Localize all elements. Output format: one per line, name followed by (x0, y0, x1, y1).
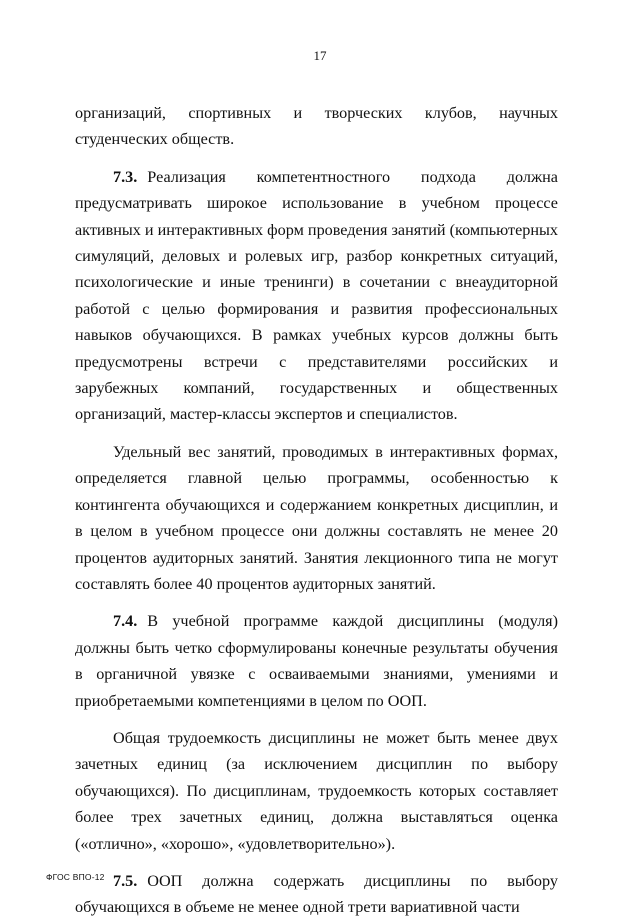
section-number: 7.4. (113, 612, 138, 631)
paragraph-continuation (75, 100, 558, 153)
section-number: 7.5. (113, 871, 138, 890)
paragraph-text: Общая трудоемкость дисциплины не может быть менее двух зачетных единиц (за исключением дисциплин по выбору обучающихся). По дисциплинам, трудоемкость которых составляет более трех зачетных единиц, должна выставляться оценка («отлично», «хорошо», «удовлетворительно»). (75, 728, 558, 853)
section-7-4-paragraph (75, 608, 558, 714)
paragraph-text: Реализация компетентностного подхода должна предусматривать широкое использование в учебном процессе активных и интерактивных форм проведения занятий (компьютерных симуляций, деловых и ролевых игр, разбор конкретных ситуаций, психологические и иные тренинги) в сочетании с внеаудиторной работой с целью формирования и развития профессиональных навыков обучающихся. В рамках учебных курсов должны быть предусмотрены встречи с представителями российских и зарубежных компаний, государственных и общественных организаций, мастер-классы экспертов и специалистов. (75, 167, 559, 424)
section-7-3-paragraph (75, 164, 558, 428)
section-7-5-paragraph (75, 868, 558, 921)
paragraph-text: ООП должна содержать дисциплины по выбору обучающихся в объеме не менее одной трети вариативной части (75, 871, 558, 917)
interactive-forms-paragraph (75, 439, 558, 597)
document-body (75, 100, 558, 921)
workload-paragraph (75, 725, 558, 857)
paragraph-text: организаций, спортивных и творческих клубов, научных студенческих обществ. (75, 104, 558, 149)
page-number: 17 (313, 48, 327, 63)
section-number: 7.3. (113, 167, 138, 186)
paragraph-text: В учебной программе каждой дисциплины (модуля) должны быть четко сформулированы конечные результаты обучения в органичной увязке с осваиваемыми знаниями, умениями и приобретаемыми компетенциями в целом по ООП. (75, 612, 558, 710)
paragraph-text: Удельный вес занятий, проводимых в интерактивных формах, определяется главной целью программы, особенностью к контингента обучающихся и содержанием конкретных дисциплин, и в целом в учебном процессе они должны составлять не менее 20 процентов аудиторных занятий. Занятия лекционного типа не могут составлять более 40 процентов аудиторных занятий. (75, 442, 558, 593)
document-footer: ФГОС ВПО-12 (46, 872, 105, 882)
